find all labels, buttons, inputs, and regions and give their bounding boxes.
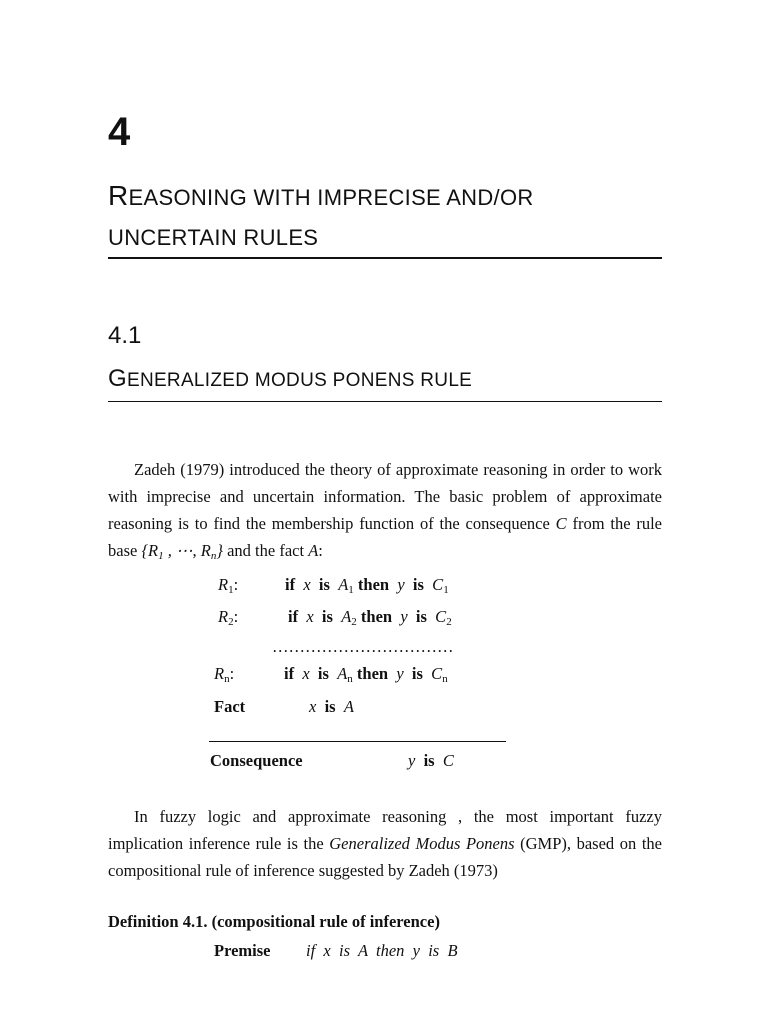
r1-label: R (218, 575, 229, 594)
rule-r1-body: if x is $A_1$ then y is $C_1$ (285, 575, 449, 596)
rulebase-close: } (216, 541, 223, 560)
chapter-title-line2: UNCERTAIN RULES (108, 225, 319, 250)
gmp-italic-term: Generalized Modus Ponens (329, 834, 515, 853)
intro-paragraph (108, 456, 662, 570)
rn-label: R (214, 664, 225, 683)
rule-ellipsis: …………………………… (272, 637, 454, 656)
rn-colon: : (229, 664, 235, 683)
rule-r2-body: if x is $A_2$ then y is $C_2$ (288, 607, 452, 628)
chapter-title (108, 176, 534, 258)
fact-label: Fact (214, 697, 246, 716)
section-divider (108, 401, 662, 402)
intro-a: A (308, 541, 319, 560)
consequence-formula: y is C (408, 751, 454, 770)
rulebase-subn: n (210, 550, 217, 562)
fact-formula: x is A (309, 697, 354, 716)
intro-text-1: Zadeh (1979) introduced the theory of approximate reasoning in order to work with imprecise and uncertain information. The basic problem of approximate reasoning is to find the membership function of the consequence (108, 460, 662, 533)
gmp-paragraph (108, 803, 662, 884)
chapter-divider (108, 257, 662, 259)
r2-colon: : (233, 607, 239, 626)
r2-label-sub: 2 (228, 616, 234, 628)
inference-line (209, 741, 506, 742)
definition-desc: (compositional rule of inference) (207, 912, 440, 931)
rn-label-sub: n (224, 673, 230, 685)
intro-c: C (555, 514, 567, 533)
section-title-initial: G (108, 365, 127, 392)
rulebase-mid: , ⋯, R (163, 541, 211, 560)
premise-label: Premise (214, 941, 271, 960)
rule-rn (214, 664, 234, 689)
r1-label-sub: 1 (228, 584, 234, 596)
chapter-number: 4 (108, 110, 131, 154)
consequence-label: Consequence (210, 751, 303, 770)
definition-heading (108, 912, 440, 932)
gmp-text-1: In fuzzy logic and approximate reasoning , the most important fuzzy implication inference rule is the (108, 807, 662, 853)
r1-colon: : (233, 575, 239, 594)
gmp-text-2: (GMP), based on the compositional rule of inference suggested by Zadeh (1973) (108, 834, 662, 880)
rule-r1 (218, 575, 238, 600)
chapter-title-line1: EASONING WITH IMPRECISE AND/OR (128, 185, 534, 210)
intro-rulebase (141, 541, 223, 560)
intro-text-4: : (318, 541, 323, 560)
premise-formula: if x is A then y is B (306, 941, 458, 960)
section-number: 4.1 (108, 322, 142, 349)
rulebase-open: {R (141, 541, 159, 560)
r2-label: R (218, 607, 229, 626)
chapter-title-initial: R (108, 180, 129, 211)
rule-rn-body: if x is $A_n$ then y is $C_n$ (284, 664, 448, 685)
section-title (108, 364, 472, 396)
intro-text-2: from the rule base (108, 514, 662, 560)
definition-label: Definition 4.1. (108, 912, 208, 931)
rulebase-sub1: 1 (158, 550, 164, 562)
section-title-rest: ENERALIZED MODUS PONENS RULE (126, 370, 473, 391)
rule-r2 (218, 607, 238, 632)
intro-text-3: and the fact (222, 541, 309, 560)
